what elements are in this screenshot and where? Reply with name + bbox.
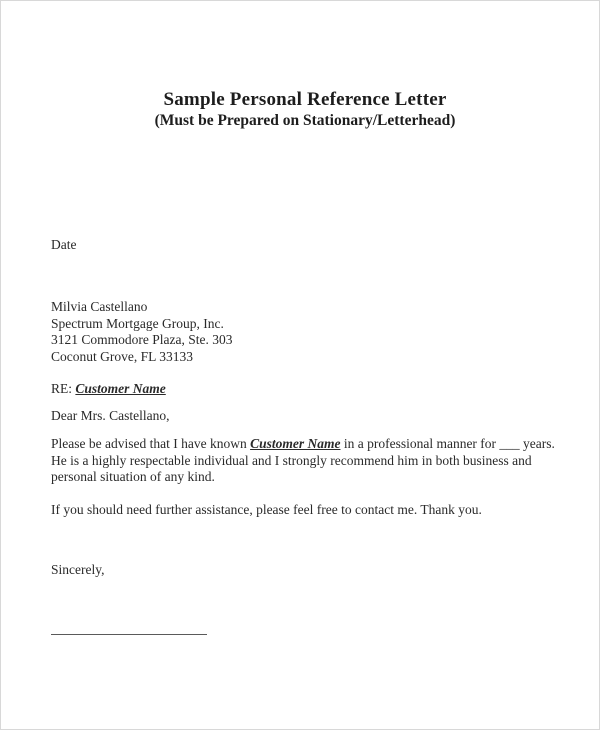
closing: Sincerely, bbox=[51, 562, 105, 577]
recipient-company: Spectrum Mortgage Group, Inc. bbox=[51, 315, 224, 331]
date-placeholder: Date bbox=[51, 237, 77, 252]
body1-text-before: Please be advised that I have known bbox=[51, 436, 251, 451]
recipient-address-block bbox=[51, 299, 559, 365]
recipient-name: Milvia Castellano bbox=[51, 299, 148, 314]
re-customer-name: Customer Name bbox=[75, 381, 166, 396]
letter-title: Sample Personal Reference Letter bbox=[163, 89, 447, 110]
body1-customer-name: Customer Name bbox=[250, 436, 341, 451]
re-line bbox=[51, 380, 559, 397]
letter-title-block bbox=[51, 1, 559, 130]
recipient-street: 3121 Commodore Plaza, Ste. 303 bbox=[51, 332, 233, 347]
letter-subtitle: (Must be Prepared on Stationary/Letterhead) bbox=[154, 112, 456, 129]
salutation: Dear Mrs. Castellano, bbox=[51, 408, 170, 423]
body-paragraph-1 bbox=[51, 436, 559, 486]
letter-content bbox=[1, 1, 599, 729]
recipient-city: Coconut Grove, FL 33133 bbox=[51, 348, 193, 364]
body-paragraph-2: If you should need further assistance, please feel free to contact me. Thank you. bbox=[51, 501, 482, 517]
body1-text-after: in a professional manner for ___ years. He is a highly respectable individual and I strongly recommend him in both business and personal situation of any kind. bbox=[51, 436, 555, 484]
re-label: RE: bbox=[51, 381, 76, 396]
signature-line bbox=[51, 634, 207, 635]
